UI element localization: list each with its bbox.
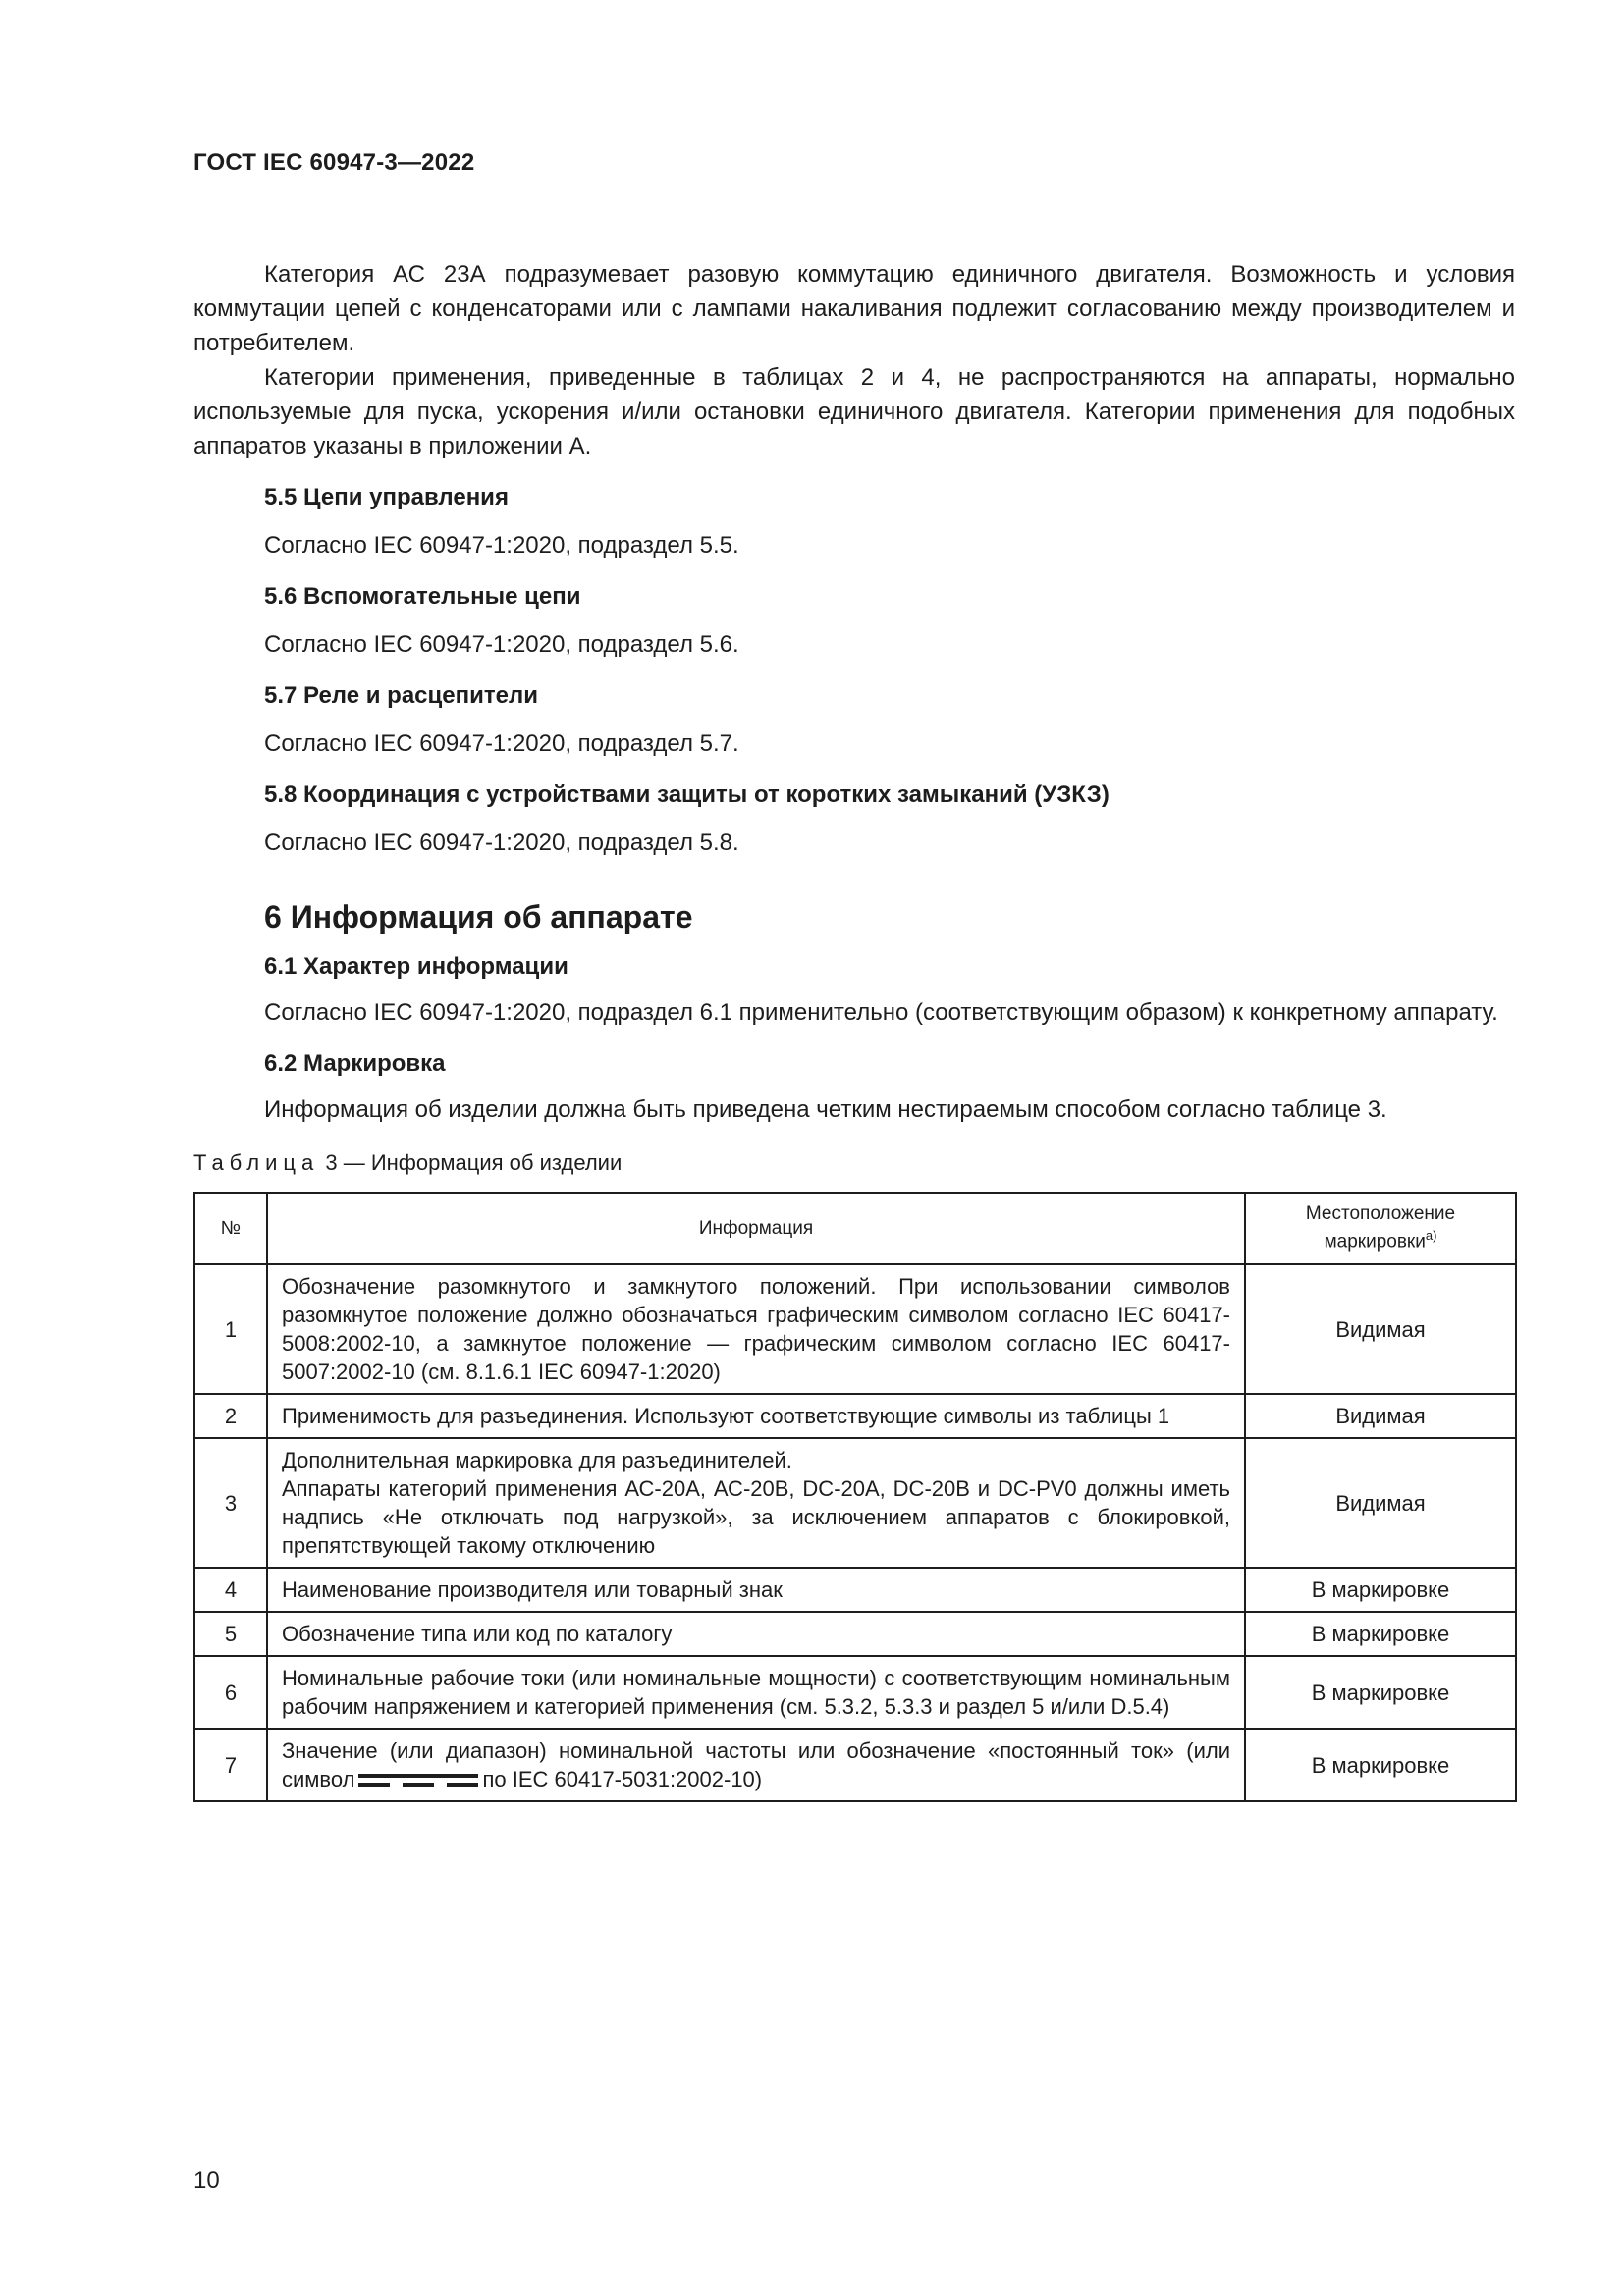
row-info-line2: Аппараты категорий применения АС-20А, АС-20В, DC-20A, DC-20B и DC-PV0 должны иметь надпись «Не отключать под нагрузкой», за исключением аппаратов с блокировкой, препятствующей такому отключению [282, 1476, 1230, 1558]
row-info: Обозначение разомкнутого и замкнутого положений. При использовании символов разомкнутое положение должно обозначаться графическим символом согласно IEC 60417-5008:2002-10, а замкнутое положение — графическим символом согласно IEC 60417-5007:2002-10 (см. 8.1.6.1 IEC 60947-1:2020) [267, 1264, 1245, 1394]
table-header-row [194, 1193, 1516, 1264]
row-location: В маркировке [1245, 1729, 1516, 1801]
product-info-table [193, 1192, 1517, 1802]
row-info-after-symbol: по IEC 60417-5031:2002-10) [482, 1767, 763, 1791]
row-info: Наименование производителя или товарный знак [267, 1568, 1245, 1612]
intro-paragraph-2: Категории применения, приведенные в таблицах 2 и 4, не распространяются на аппараты, нормально используемые для пуска, ускорения и/или остановки единичного двигателя. Категории применения для подобных аппаратов указаны в приложении А. [193, 364, 1515, 459]
table-row [194, 1438, 1516, 1568]
row-info: Обозначение типа или код по каталогу [267, 1612, 1245, 1656]
table-row [194, 1394, 1516, 1438]
row-location: Видимая [1245, 1438, 1516, 1568]
table-caption-title: 3 — Информация об изделии [319, 1150, 623, 1175]
location-header-line1: Местоположение [1305, 1203, 1456, 1225]
row-number: 1 [194, 1264, 267, 1394]
row-number: 3 [194, 1438, 267, 1568]
table-caption-label: Таблица [193, 1150, 320, 1175]
column-header-number: № [194, 1193, 267, 1264]
row-number: 7 [194, 1729, 267, 1801]
table-row [194, 1656, 1516, 1729]
section-6-2-heading: 6.2 Маркировка [264, 1050, 446, 1077]
row-info: Применимость для разъединения. Используют соответствующие символы из таблицы 1 [267, 1394, 1245, 1438]
page-number: 10 [193, 2167, 220, 2194]
chapter-6-title: 6 Информация об аппарате [264, 899, 693, 934]
column-header-info: Информация [267, 1193, 1245, 1264]
row-info-before-symbol: Значение (или диапазон) номинальной частоты или обозначение «постоянный ток» (или символ [282, 1738, 1230, 1791]
table-row [194, 1568, 1516, 1612]
section-5-7-text: Согласно IEC 60947-1:2020, подраздел 5.7. [264, 730, 739, 757]
row-location: В маркировке [1245, 1612, 1516, 1656]
section-5-7-heading: 5.7 Реле и расцепители [264, 682, 538, 709]
section-6-2-text: Информация об изделии должна быть приведена четким нестираемым способом согласно таблице 3. [264, 1096, 1387, 1123]
section-6-1-heading: 6.1 Характер информации [264, 953, 568, 980]
section-5-5-heading: 5.5 Цепи управления [264, 484, 509, 510]
row-number: 6 [194, 1656, 267, 1729]
row-location: Видимая [1245, 1394, 1516, 1438]
document-header: ГОСТ IEC 60947-3—2022 [193, 149, 475, 176]
row-location: Видимая [1245, 1264, 1516, 1394]
row-number: 5 [194, 1612, 267, 1656]
table-row [194, 1264, 1516, 1394]
section-5-5-text: Согласно IEC 60947-1:2020, подраздел 5.5. [264, 532, 739, 559]
row-number: 4 [194, 1568, 267, 1612]
row-info: Номинальные рабочие токи (или номинальные мощности) с соответствующим номинальным рабочим напряжением и категорией применения (см. 5.3.2, 5.3.3 и раздел 5 и/или D.5.4) [267, 1656, 1245, 1729]
row-location: В маркировке [1245, 1656, 1516, 1729]
table-row [194, 1612, 1516, 1656]
row-info [267, 1729, 1245, 1801]
row-info-line1: Дополнительная маркировка для разъединителей. [282, 1448, 792, 1472]
section-6-1-text: Согласно IEC 60947-1:2020, подраздел 6.1 применительно (соответствующим образом) к конкретному аппарату. [264, 999, 1498, 1026]
row-number: 2 [194, 1394, 267, 1438]
page-content [193, 257, 1515, 1802]
row-location: В маркировке [1245, 1568, 1516, 1612]
intro-paragraph-1: Категория АС 23А подразумевает разовую коммутацию единичного двигателя. Возможность и условия коммутации цепей с конденсаторами или с лампами накаливания подлежит согласованию между производителем и потребителем. [193, 261, 1515, 356]
section-5-6-text: Согласно IEC 60947-1:2020, подраздел 5.6. [264, 631, 739, 658]
section-5-8-text: Согласно IEC 60947-1:2020, подраздел 5.8. [264, 829, 739, 856]
section-5-6-heading: 5.6 Вспомогательные цепи [264, 583, 581, 610]
table-caption [193, 1148, 1515, 1178]
location-header-footnote: а) [1425, 1228, 1437, 1244]
column-header-location [1245, 1193, 1516, 1264]
section-5-8-heading: 5.8 Координация с устройствами защиты от коротких замыканий (УЗКЗ) [264, 781, 1110, 808]
row-info [267, 1438, 1245, 1568]
direct-current-symbol-icon [358, 1772, 478, 1789]
location-header-line2: маркировки [1324, 1231, 1426, 1253]
table-row [194, 1729, 1516, 1801]
